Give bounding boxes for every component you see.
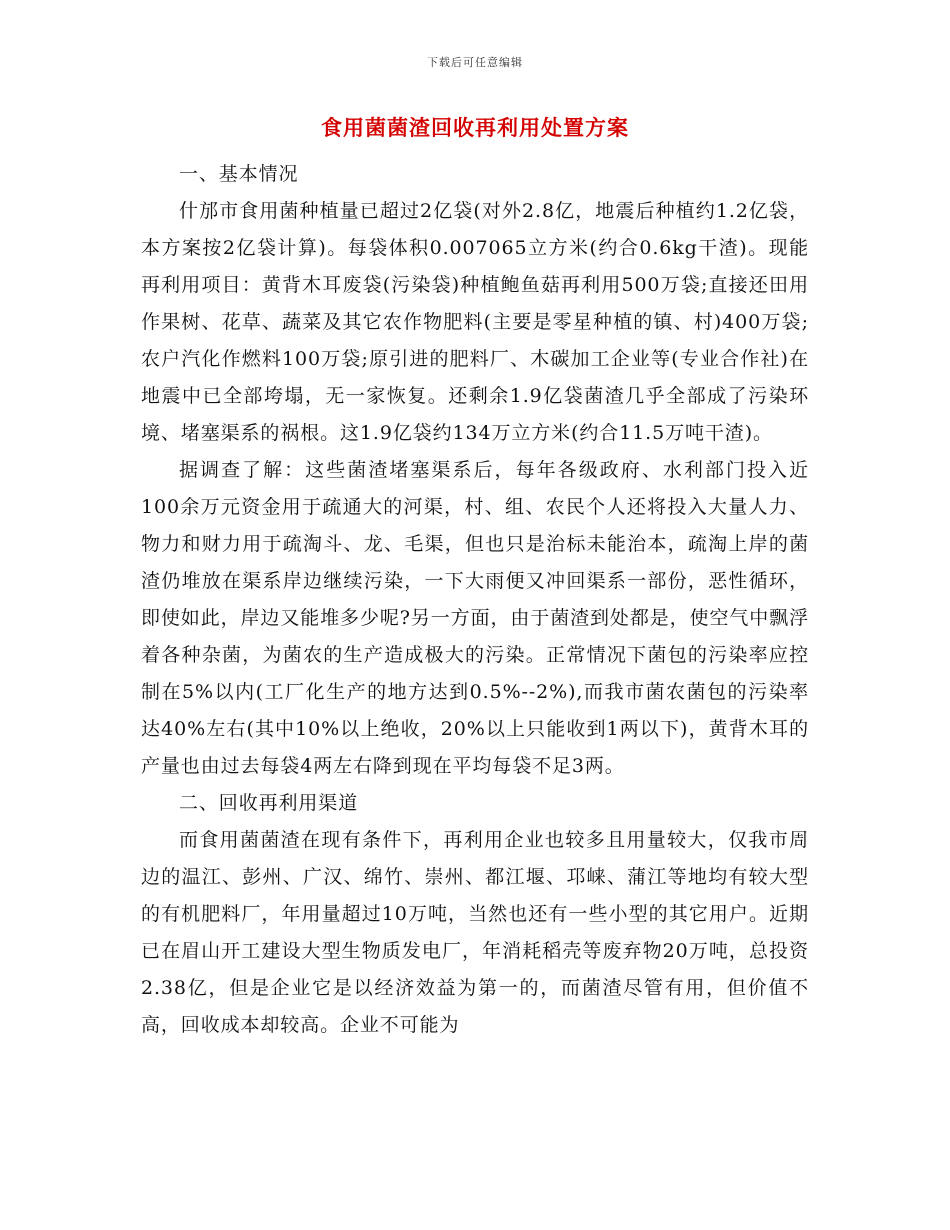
paragraph-recycling-channels: 而食用菌菌渣在现有条件下，再利用企业也较多且用量较大，仅我市周边的温江、彭州、广汉、绵竹、崇州、都江堰、邛崃、蒲江等地均有较大型的有机肥料厂，年用量超过10万吨，当然也还有一些小型的其它用户。近期已在眉山开工建设大型生物质发电厂，年消耗稻壳等废弃物20万吨，总投资2.38亿，但是企业它是以经济效益为第一的，而菌渣尽管有用，但价值不高，回收成本却较高。企业不可能为 [141, 829, 809, 1036]
page-header-note: 下载后可任意编辑 [427, 56, 523, 69]
paragraph-investigation: 据调查了解：这些菌渣堵塞渠系后，每年各级政府、水利部门投入近100余万元资金用于疏通大的河渠，村、组、农民个人还将投入大量人力、物力和财力用于疏淘斗、龙、毛渠，但也只是治标未能治本，疏淘上岸的菌渣仍堆放在渠系岸边继续污染，一下大雨便又冲回渠系一部份，恶性循环，即使如此，岸边又能堆多少呢?另一方面，由于菌渣到处都是，使空气中飘浮着各种杂菌，为菌农的生产造成极大的污染。正常情况下菌包的污染率应控制在5%以内(工厂化生产的地方达到0.5%--2%),而我市菌农菌包的污染率达40%左右(其中10%以上绝收，20%以上只能收到1两以下)，黄背木耳的产量也由过去每袋4两左右降到现在平均每袋不足3两。 [141, 459, 809, 777]
document-title: 食用菌菌渣回收再利用处置方案 [321, 115, 629, 140]
section-heading-recycling-channels: 二、回收再利用渠道 [179, 792, 359, 814]
section-heading-basic-situation: 一、基本情况 [179, 163, 299, 185]
paragraph-basic-situation: 什邡市食用菌种植量已超过2亿袋(对外2.8亿，地震后种植约1.2亿袋，本方案按2亿袋计算)。每袋体积0.007065立方米(约合0.6kg干渣)。现能再利用项目：黄背木耳废袋(污染袋)种植鲍鱼菇再利用500万袋;直接还田用作果树、花草、蔬菜及其它农作物肥料(主要是零星种植的镇、村)400万袋;农户汽化作燃料100万袋;原引进的肥料厂、木碳加工企业等(专业合作社)在地震中已全部垮塌，无一家恢复。还剩余1.9亿袋菌渣几乎全部成了污染环境、堵塞渠系的祸根。这1.9亿袋约134万立方米(约合11.5万吨干渣)。 [141, 200, 809, 444]
document-body [141, 156, 809, 1044]
